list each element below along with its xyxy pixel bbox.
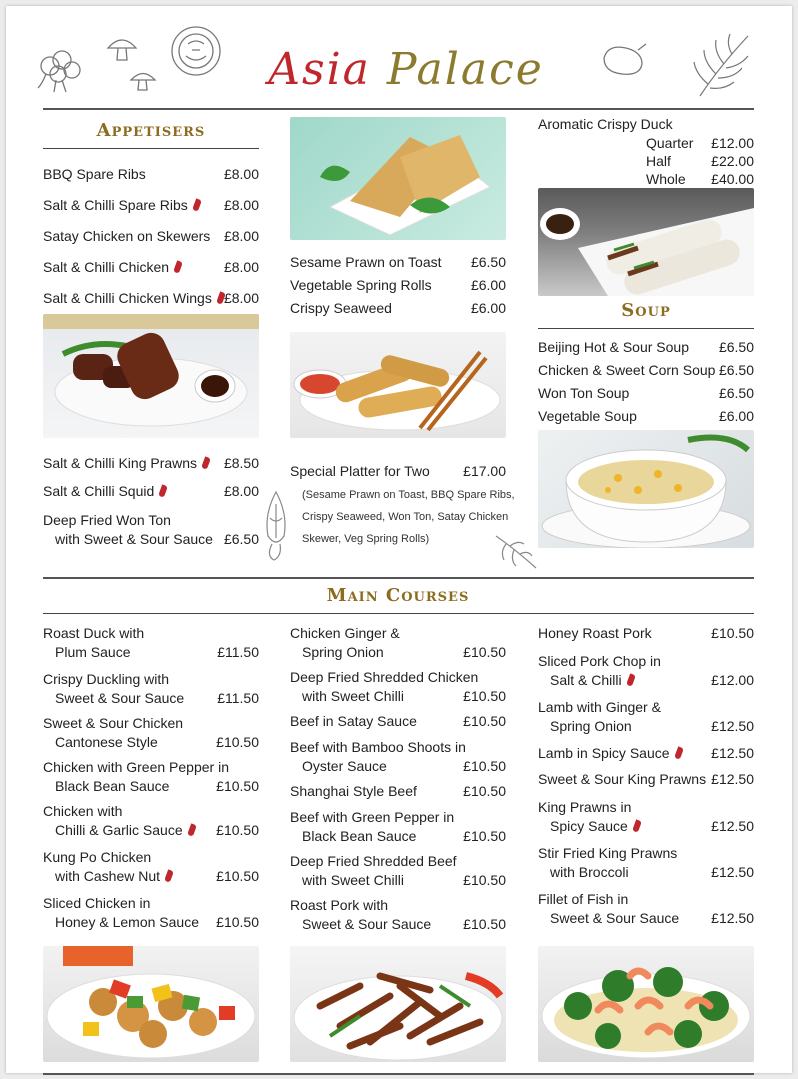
main-courses-heading-rule [43, 613, 754, 614]
special-platter-item [290, 462, 506, 482]
chili-icon [674, 746, 684, 759]
main-course-price: £12.50 [711, 910, 754, 926]
main-courses-top-rule [43, 577, 754, 579]
appetiser-item [43, 227, 259, 247]
main-course-price: £12.50 [711, 818, 754, 834]
special-platter-name: Special Platter for Two [290, 463, 430, 479]
appetiser-price: £8.00 [223, 483, 259, 499]
main-course-item [43, 802, 259, 840]
main-course-name-line2: Spring Onion [550, 718, 632, 734]
main-course-name: Kung Po Chicken [43, 849, 152, 865]
main-course-price: £10.50 [216, 868, 259, 884]
prawns-broccoli-photo [538, 946, 754, 1062]
spring-rolls-photo [290, 332, 506, 438]
appetiser-price: £8.50 [223, 455, 259, 471]
appetiser-name: BBQ Spare Ribs [43, 166, 146, 182]
soup-price: £6.50 [718, 339, 754, 355]
main-course-name-line2: Sweet & Sour Sauce [55, 690, 185, 706]
main-course-name: Sweet & Sour King Prawns [538, 771, 707, 787]
main-course-name: Sliced Chicken in [43, 895, 151, 911]
main-course-item [538, 652, 754, 690]
main-course-name: Beef in Satay Sauce [290, 713, 417, 729]
chili-icon [626, 673, 636, 686]
main-course-item [538, 744, 754, 764]
main-course-name: Chicken Ginger & [290, 625, 400, 641]
main-course-item [290, 896, 506, 934]
chili-icon [164, 869, 174, 882]
shredded-beef-photo [290, 946, 506, 1062]
platter-note-line: Skewer, Veg Spring Rolls) [302, 533, 430, 545]
main-course-name-line2: Oyster Sauce [302, 758, 387, 774]
main-course-name: Stir Fried King Prawns [538, 845, 678, 861]
title-word-1: Asia [268, 44, 371, 95]
main-course-item [538, 890, 754, 928]
main-course-item [538, 844, 754, 882]
main-course-item [43, 894, 259, 932]
main-course-price: £12.50 [711, 771, 754, 787]
appetiser-item [290, 276, 506, 296]
main-course-price: £11.50 [217, 690, 259, 706]
main-course-price: £10.50 [216, 822, 259, 838]
soup-item [538, 361, 754, 381]
vegetable-sketch-icon [32, 44, 88, 94]
appetiser-name: Vegetable Spring Rolls [290, 277, 432, 293]
main-course-name: Sliced Pork Chop in [538, 653, 661, 669]
main-course-price: £10.50 [463, 783, 506, 799]
sesame-toast-photo [290, 117, 506, 240]
won-ton-name-line1: Deep Fried Won Ton [43, 512, 171, 528]
soup-price: £6.50 [718, 385, 754, 401]
restaurant-title [236, 44, 576, 95]
appetiser-name: Sesame Prawn on Toast [290, 254, 442, 270]
soup-item [538, 384, 754, 404]
main-course-item [43, 714, 259, 752]
main-course-name-line2: Sweet & Sour Sauce [550, 910, 680, 926]
chili-icon [158, 484, 168, 497]
mushroom-sketch-icon [128, 68, 158, 94]
main-course-name-line2: Sweet & Sour Sauce [302, 916, 432, 932]
main-course-item [43, 758, 259, 796]
main-course-name: Lamb in Spicy Sauce [538, 745, 670, 761]
sweet-sour-chicken-photo [43, 946, 259, 1062]
soup-name: Vegetable Soup [538, 408, 637, 424]
appetiser-price: £6.00 [470, 300, 506, 316]
main-course-item [290, 712, 506, 732]
main-course-name-line2: with Broccoli [550, 864, 629, 880]
main-course-price: £10.50 [216, 914, 259, 930]
main-course-name-line2: Honey & Lemon Sauce [55, 914, 199, 930]
appetiser-price: £8.00 [223, 259, 259, 275]
main-course-price: £10.50 [711, 625, 754, 641]
appetisers-heading: Appetisers [96, 120, 206, 141]
special-platter-price: £17.00 [463, 463, 506, 479]
crispy-duck-photo [538, 188, 754, 296]
main-course-price: £10.50 [463, 688, 506, 704]
appetiser-item [43, 165, 259, 185]
soup-heading: Soup [621, 300, 671, 321]
main-course-name: Sweet & Sour Chicken [43, 715, 184, 731]
mushroom-sketch-icon [104, 34, 140, 64]
main-course-item [290, 852, 506, 890]
main-course-item [290, 808, 506, 846]
main-course-name: Shanghai Style Beef [290, 783, 417, 799]
main-course-item [290, 738, 506, 776]
appetiser-item [43, 196, 259, 216]
appetiser-name: Salt & Chilli Squid [43, 483, 155, 499]
duck-size-price: £40.00 [711, 171, 754, 187]
main-course-price: £10.50 [463, 872, 506, 888]
main-course-price: £12.00 [711, 672, 754, 688]
soup-price: £6.00 [718, 408, 754, 424]
main-course-price: £12.50 [711, 864, 754, 880]
main-course-name: Beef with Bamboo Shoots in [290, 739, 466, 755]
main-course-price: £10.50 [463, 916, 506, 932]
main-course-item [538, 770, 754, 790]
won-ton-price: £6.50 [223, 531, 259, 547]
main-course-price: £12.50 [711, 745, 754, 761]
appetiser-price: £6.50 [470, 254, 506, 270]
pepper-sketch-icon [598, 40, 650, 80]
main-course-name: Chicken with [43, 803, 123, 819]
duck-size-row [646, 134, 754, 152]
menu-page [6, 6, 792, 1073]
main-course-name: Beef with Green Pepper in [290, 809, 455, 825]
soup-item [538, 338, 754, 358]
main-course-item [538, 698, 754, 736]
garlic-sketch-icon [256, 484, 296, 564]
main-course-name: Chicken with Green Pepper in [43, 759, 229, 775]
main-course-name-line2: with Cashew Nut [55, 868, 161, 884]
main-course-price: £10.50 [463, 758, 506, 774]
main-course-name-line2: Spring Onion [302, 644, 384, 660]
main-course-name: Fillet of Fish in [538, 891, 629, 907]
main-courses-heading: Main Courses [326, 585, 470, 606]
leaf-sketch-icon [690, 30, 754, 102]
main-course-name: Deep Fried Shredded Beef [290, 853, 457, 869]
platter-note-line: (Sesame Prawn on Toast, BBQ Spare Ribs, [302, 489, 515, 501]
main-course-price: £10.50 [463, 828, 506, 844]
won-ton-name-line2: with Sweet & Sour Sauce [55, 531, 213, 547]
duck-size-label: Whole [646, 171, 686, 187]
duck-size-row [646, 170, 754, 188]
main-course-name: Roast Duck with [43, 625, 145, 641]
main-course-name-line2: Chilli & Garlic Sauce [55, 822, 183, 838]
appetiser-name: Salt & Chilli Spare Ribs [43, 197, 188, 213]
main-course-name: Lamb with Ginger & [538, 699, 661, 715]
chili-icon [632, 819, 642, 832]
main-course-name-line2: Spicy Sauce [550, 818, 628, 834]
appetiser-name: Salt & Chilli Chicken Wings [43, 290, 212, 306]
soup-name: Won Ton Soup [538, 385, 630, 401]
main-course-name: Crispy Duckling with [43, 671, 170, 687]
main-course-item [43, 624, 259, 662]
main-course-name-line2: Plum Sauce [55, 644, 131, 660]
appetiser-name: Salt & Chilli Chicken [43, 259, 170, 275]
duck-size-label: Quarter [646, 135, 694, 151]
appetiser-item [290, 253, 506, 273]
appetiser-name: Salt & Chilli King Prawns [43, 455, 198, 471]
duck-size-row [646, 152, 754, 170]
appetiser-item [43, 454, 259, 474]
top-divider [43, 108, 754, 110]
won-ton-item [43, 511, 259, 551]
appetiser-price: £6.00 [470, 277, 506, 293]
main-course-item [290, 782, 506, 802]
crispy-duck-name: Aromatic Crispy Duck [538, 116, 673, 132]
main-course-price: £10.50 [463, 644, 506, 660]
duck-size-price: £22.00 [711, 153, 754, 169]
main-course-item [538, 798, 754, 836]
main-course-name-line2: with Sweet Chilli [302, 872, 404, 888]
bottom-divider [43, 1073, 754, 1075]
leaf-sketch-icon [492, 530, 540, 572]
main-course-price: £10.50 [463, 713, 506, 729]
soup-heading-rule [538, 328, 754, 329]
duck-size-label: Half [646, 153, 671, 169]
appetiser-name: Satay Chicken on Skewers [43, 228, 211, 244]
main-course-item [538, 624, 754, 644]
soup-name: Beijing Hot & Sour Soup [538, 339, 689, 355]
main-course-name-line2: Salt & Chilli [550, 672, 622, 688]
tomato-sketch-icon [166, 24, 226, 78]
appetiser-price: £8.00 [223, 228, 259, 244]
appetiser-item [43, 258, 259, 278]
main-course-name-line2: with Sweet Chilli [302, 688, 404, 704]
chili-icon [192, 198, 202, 211]
main-course-name: King Prawns in [538, 799, 632, 815]
main-course-price: £10.50 [216, 778, 259, 794]
main-course-price: £12.50 [711, 718, 754, 734]
main-course-item [290, 668, 506, 706]
soup-photo [538, 430, 754, 548]
appetiser-price: £8.00 [223, 166, 259, 182]
appetiser-item [43, 289, 259, 309]
platter-note-line: Crispy Seaweed, Won Ton, Satay Chicken [302, 511, 509, 523]
main-course-name: Roast Pork with [290, 897, 389, 913]
main-course-price: £11.50 [217, 644, 259, 660]
soup-item [538, 407, 754, 427]
soup-price: £6.50 [718, 362, 754, 378]
main-course-item [290, 624, 506, 662]
chili-icon [173, 260, 183, 273]
special-platter-note [302, 484, 515, 550]
appetiser-item [43, 482, 259, 502]
chili-icon [187, 823, 197, 836]
main-course-name: Deep Fried Shredded Chicken [290, 669, 479, 685]
appetiser-item [290, 299, 506, 319]
spare-ribs-photo [43, 314, 259, 438]
appetisers-heading-rule [43, 148, 259, 149]
appetiser-name: Crispy Seaweed [290, 300, 392, 316]
soup-name: Chicken & Sweet Corn Soup [538, 362, 716, 378]
appetiser-price: £8.00 [223, 290, 259, 306]
main-course-item [43, 848, 259, 886]
main-course-name-line2: Black Bean Sauce [55, 778, 170, 794]
title-word-2: Palace [386, 44, 544, 95]
main-course-price: £10.50 [216, 734, 259, 750]
main-course-name-line2: Cantonese Style [55, 734, 158, 750]
main-course-item [43, 670, 259, 708]
appetiser-price: £8.00 [223, 197, 259, 213]
main-course-name-line2: Black Bean Sauce [302, 828, 417, 844]
main-course-name: Honey Roast Pork [538, 625, 652, 641]
duck-size-price: £12.00 [711, 135, 754, 151]
chili-icon [201, 456, 211, 469]
